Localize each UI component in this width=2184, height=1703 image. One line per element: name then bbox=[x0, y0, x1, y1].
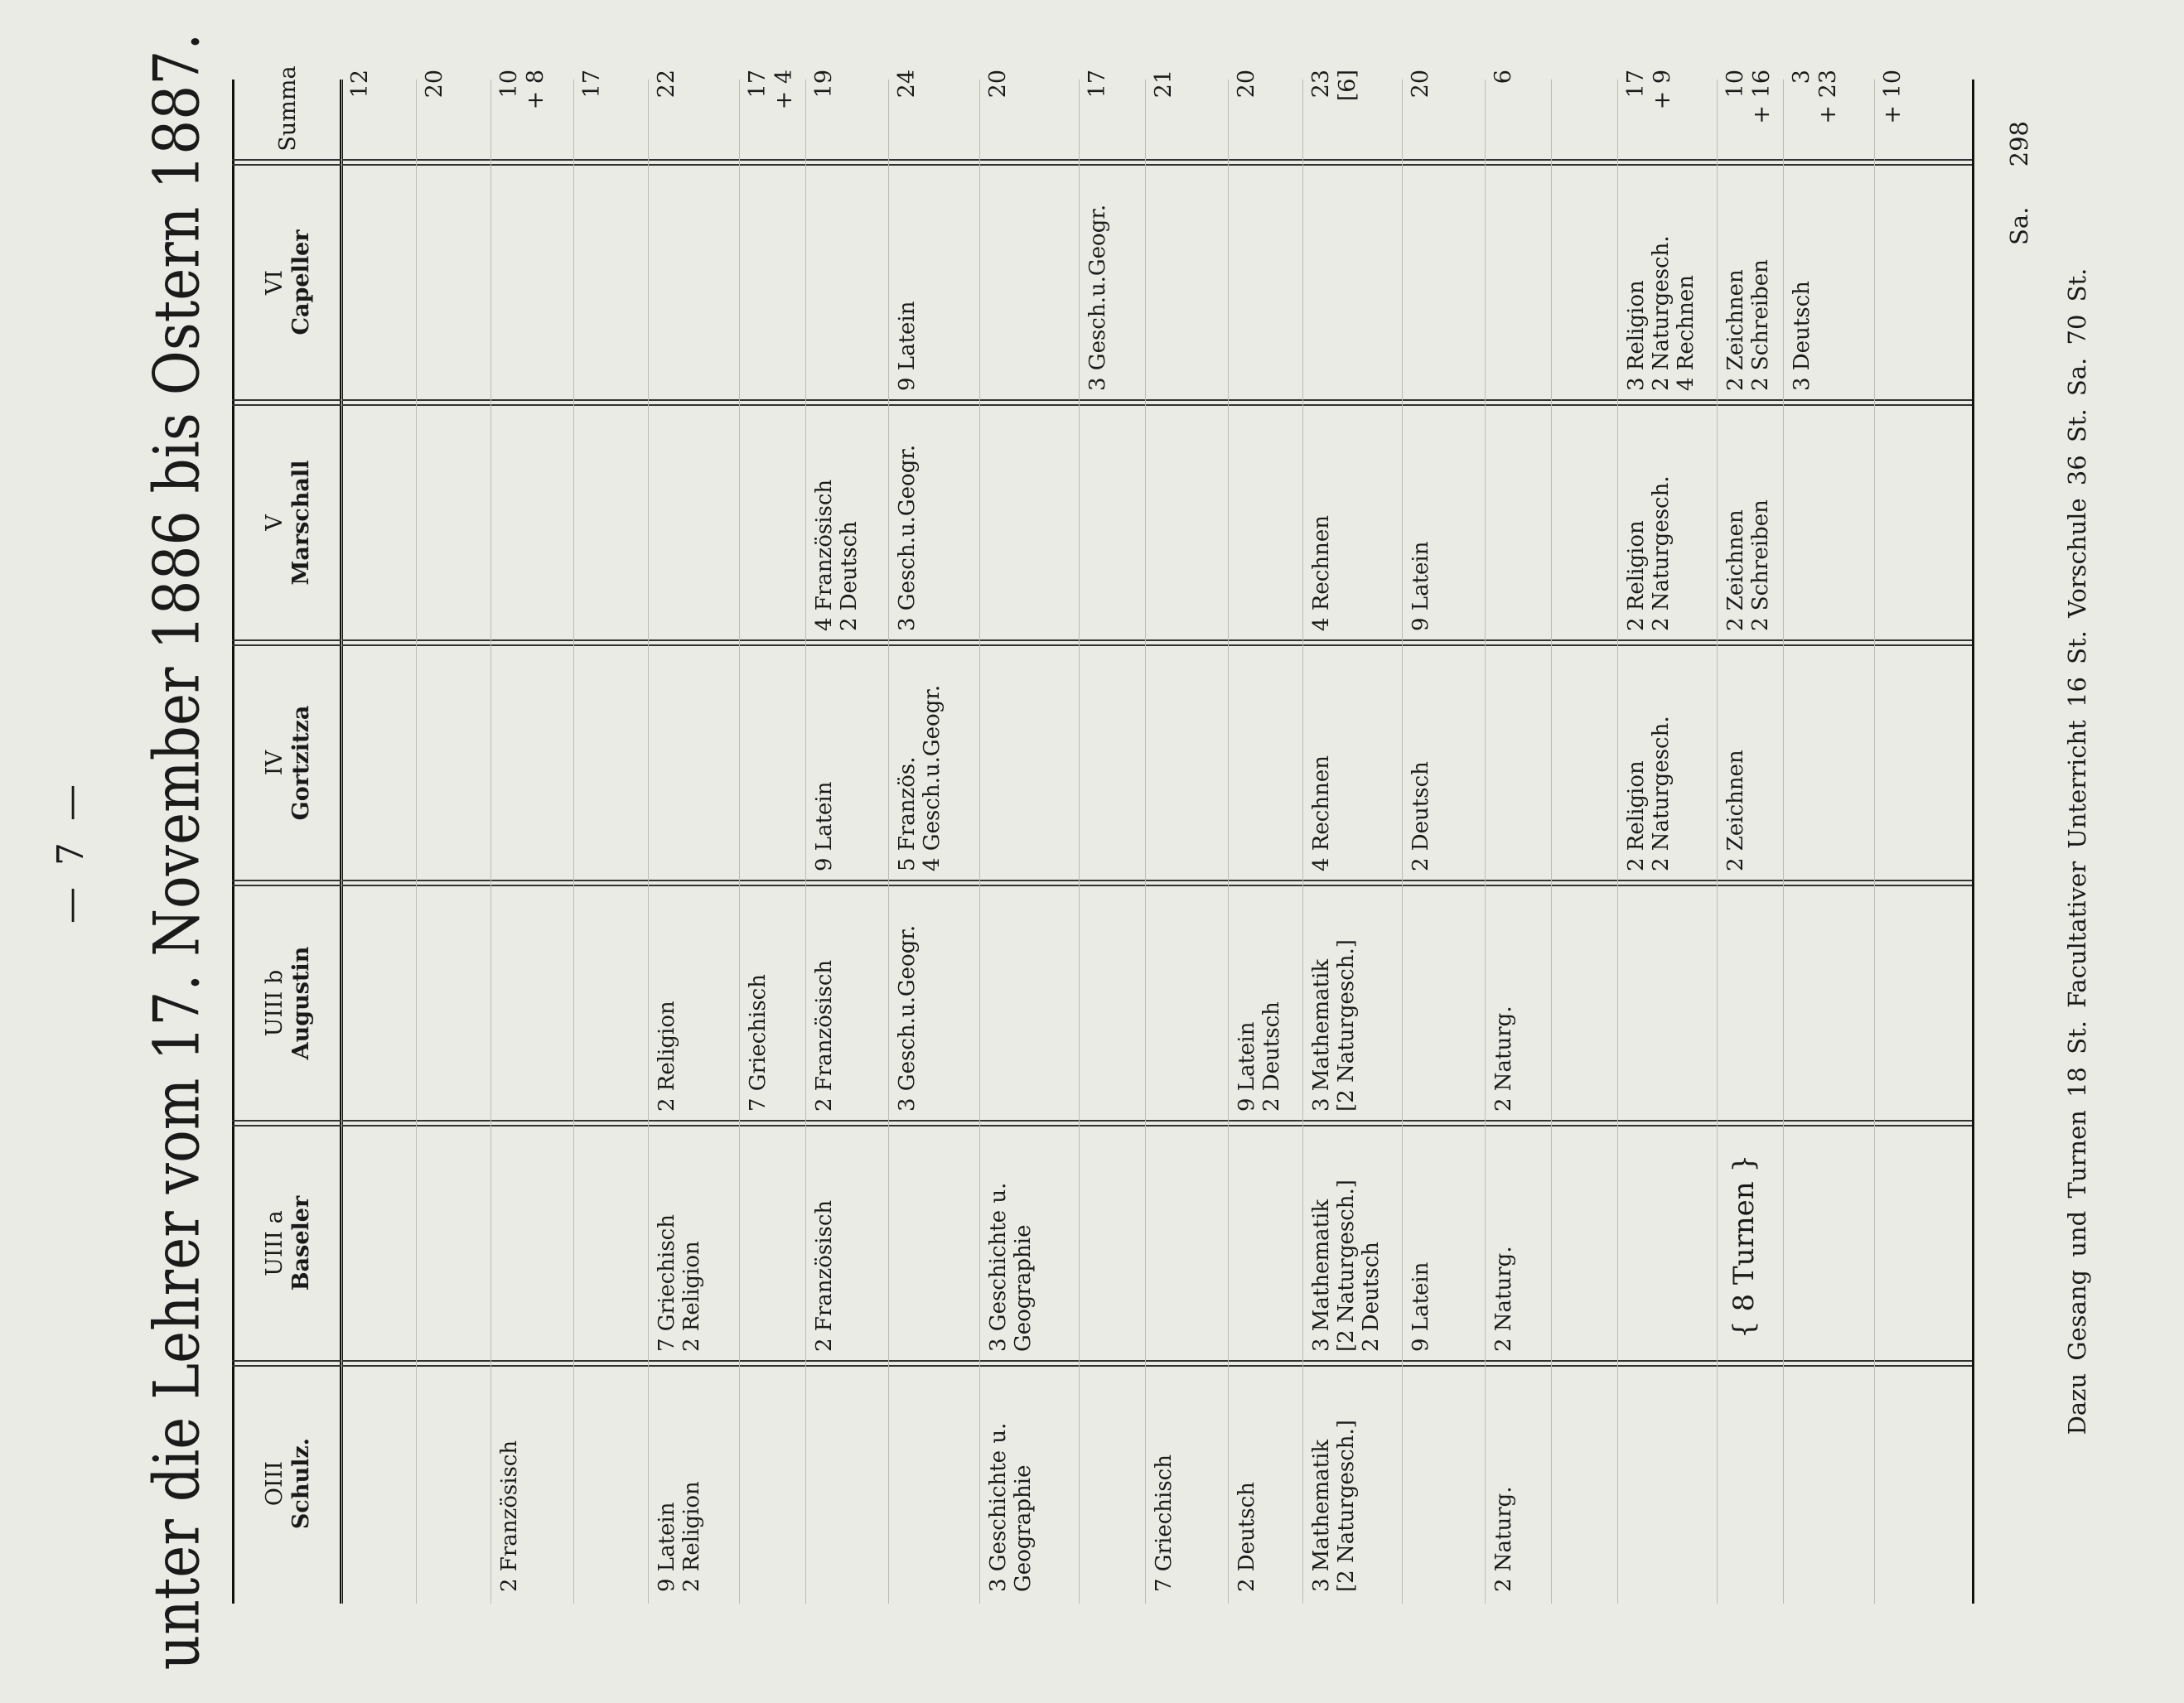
table-cell: 3 Mathematik bbox=[1309, 1199, 1334, 1352]
table-cell: 3 Religion bbox=[1624, 280, 1649, 391]
row-divider bbox=[1402, 80, 1403, 1604]
column-header bbox=[240, 643, 336, 883]
row-divider bbox=[1228, 80, 1229, 1604]
column-header bbox=[240, 1363, 336, 1604]
column-teacher: Capeller bbox=[287, 229, 314, 335]
brace-open: { bbox=[1727, 1311, 1761, 1339]
column-class: OIII bbox=[261, 1460, 287, 1507]
sum-cell: 10 bbox=[1723, 70, 1748, 99]
table-cell: Geographie bbox=[1011, 1224, 1036, 1352]
table-cell: 4 Rechnen bbox=[1309, 755, 1334, 871]
sum-cell: + 16 bbox=[1749, 70, 1775, 124]
sum-cell: 17 bbox=[1623, 70, 1649, 99]
table-cell: 2 Zeichnen bbox=[1723, 269, 1748, 391]
table-cell: 2 Naturg. bbox=[1491, 1246, 1516, 1352]
sum-cell: + 9 bbox=[1650, 70, 1675, 110]
row-divider bbox=[416, 80, 417, 1604]
table-cell: 7 Griechisch bbox=[1152, 1455, 1177, 1592]
row-divider bbox=[1302, 80, 1303, 1604]
row-divider bbox=[573, 80, 574, 1604]
column-divider bbox=[232, 1120, 1972, 1126]
table-cell: 2 Religion bbox=[679, 1241, 704, 1352]
table-cell: Geographie bbox=[1011, 1464, 1036, 1592]
table-cell: 2 Deutsch bbox=[1359, 1242, 1384, 1352]
row-divider bbox=[979, 80, 980, 1604]
table-cell: 9 Latein bbox=[812, 781, 837, 871]
table-cell: 4 Gesch.u.Geogr. bbox=[920, 684, 945, 871]
sum-cell: 19 bbox=[811, 70, 837, 99]
column-header bbox=[240, 403, 336, 643]
table-cell: 2 Deutsch bbox=[1235, 1482, 1259, 1592]
sum-cell: + 8 bbox=[523, 70, 548, 110]
brace-close: } bbox=[1727, 1154, 1761, 1182]
table-cell: 2 Religion bbox=[1624, 520, 1649, 631]
column-teacher: Marschall bbox=[287, 460, 314, 586]
sum-cell: + 4 bbox=[771, 70, 797, 110]
sum-cell: [6] bbox=[1335, 70, 1360, 102]
sum-cell: 23 bbox=[1308, 70, 1334, 99]
table-cell: 3 Geschichte u. bbox=[986, 1422, 1011, 1592]
sum-cell: 24 bbox=[894, 70, 920, 99]
column-teacher: Augustin bbox=[287, 946, 314, 1060]
column-class: VI bbox=[261, 269, 287, 296]
table-cell: 2 Naturgesch. bbox=[1649, 716, 1674, 871]
sum-cell: 10 bbox=[496, 70, 522, 99]
column-divider bbox=[232, 399, 1972, 406]
table-cell: 2 Zeichnen bbox=[1723, 750, 1748, 871]
table-cell: 3 Deutsch bbox=[1790, 281, 1814, 391]
sum-cell: 12 bbox=[347, 70, 373, 99]
row-divider bbox=[1079, 80, 1080, 1604]
row-divider bbox=[1783, 80, 1784, 1604]
table-cell: 4 Französisch bbox=[812, 479, 837, 631]
row-divider bbox=[1717, 80, 1718, 1604]
sum-label: Sa. bbox=[2005, 206, 2033, 245]
sum-cell: 17 bbox=[745, 70, 771, 99]
sum-cell: + 23 bbox=[1815, 70, 1841, 124]
sum-cell: 17 bbox=[1085, 70, 1110, 99]
table-cell: 9 Latein bbox=[655, 1502, 679, 1592]
row-divider bbox=[1617, 80, 1618, 1604]
table-cell: 3 Gesch.u.Geogr. bbox=[1085, 204, 1110, 391]
table-cell: 2 Deutsch bbox=[1408, 761, 1433, 871]
column-divider bbox=[232, 880, 1972, 886]
column-header bbox=[240, 162, 336, 403]
column-class: UIII b bbox=[261, 969, 287, 1037]
row-divider bbox=[888, 80, 889, 1604]
table-cell: 2 Religion bbox=[655, 1001, 679, 1112]
column-header bbox=[240, 883, 336, 1123]
row-divider bbox=[1551, 80, 1552, 1604]
table-cell: [2 Naturgesch.] bbox=[1334, 939, 1359, 1112]
sum-cell: 20 bbox=[985, 70, 1011, 99]
row-divider bbox=[1485, 80, 1486, 1604]
table-cell: 2 Zeichnen bbox=[1723, 509, 1748, 631]
table-rule bbox=[1972, 80, 1974, 1604]
sum-cell: 21 bbox=[1151, 70, 1177, 99]
table-cell: 2 Französisch bbox=[812, 959, 837, 1112]
row-divider bbox=[739, 80, 740, 1604]
table-cell: 3 Mathematik bbox=[1309, 1439, 1334, 1592]
page-title: unter die Lehrer vom 17. November 1886 bis Ostern 1887. bbox=[140, 32, 214, 1671]
column-teacher: Schulz. bbox=[287, 1437, 314, 1530]
table-cell: 2 Deutsch bbox=[1259, 1001, 1284, 1112]
schedule-table bbox=[232, 65, 2022, 1604]
row-divider bbox=[1874, 80, 1875, 1604]
table-cell: 9 Latein bbox=[1235, 1021, 1259, 1112]
table-cell: 2 Religion bbox=[1624, 760, 1649, 871]
sum-cell: 17 bbox=[579, 70, 605, 99]
table-cell: 4 Rechnen bbox=[1674, 275, 1698, 391]
table-cell: 3 Gesch.u.Geogr. bbox=[895, 444, 920, 631]
sum-cell: 6 bbox=[1491, 70, 1516, 84]
column-class: Summa bbox=[274, 65, 301, 152]
sum-cell: 20 bbox=[1234, 70, 1259, 99]
row-divider bbox=[1145, 80, 1146, 1604]
table-cell: 2 Französisch bbox=[812, 1199, 837, 1352]
sum-cell: 20 bbox=[422, 70, 447, 99]
table-cell: [2 Naturgesch.] bbox=[1334, 1420, 1359, 1592]
table-cell: 2 Naturg. bbox=[1491, 1006, 1516, 1112]
turnen-label: 8 Turnen bbox=[1727, 1181, 1761, 1312]
column-divider bbox=[232, 159, 1972, 166]
footer-note: Dazu Gesang und Turnen 18 St. Facultativer Unterricht 16 St. Vorschule 36 St. Sa. 70 St. bbox=[2063, 268, 2091, 1435]
column-class: IV bbox=[261, 750, 287, 776]
column-class: UIII a bbox=[261, 1210, 287, 1276]
column-class: V bbox=[261, 514, 287, 531]
column-divider bbox=[232, 1360, 1972, 1367]
table-cell: 2 Naturgesch. bbox=[1649, 235, 1674, 391]
row-divider bbox=[648, 80, 649, 1604]
sum-cell: 22 bbox=[654, 70, 679, 99]
page-number: — 7 — bbox=[50, 779, 92, 924]
table-cell: 9 Latein bbox=[1408, 1262, 1433, 1352]
table-cell: 2 Schreiben bbox=[1748, 259, 1773, 391]
column-teacher: Baseler bbox=[287, 1195, 314, 1291]
column-header bbox=[240, 55, 336, 162]
column-header bbox=[240, 1123, 336, 1363]
row-divider bbox=[805, 80, 806, 1604]
table-cell: 7 Griechisch bbox=[655, 1214, 679, 1352]
table-cell: 2 Naturgesch. bbox=[1649, 475, 1674, 631]
table-cell: [2 Naturgesch.] bbox=[1334, 1180, 1359, 1352]
table-cell: 5 Französ. bbox=[895, 756, 920, 871]
row-divider bbox=[341, 80, 342, 1604]
column-divider bbox=[232, 639, 1972, 646]
table-cell: 2 Naturg. bbox=[1491, 1486, 1516, 1592]
table-cell: 3 Mathematik bbox=[1309, 958, 1334, 1112]
sum-total: 298 bbox=[2005, 121, 2033, 167]
table-cell: 2 Schreiben bbox=[1748, 499, 1773, 631]
table-rule bbox=[232, 80, 234, 1604]
sum-cell: + 10 bbox=[1880, 70, 1906, 124]
row-divider bbox=[490, 80, 491, 1604]
table-cell: 2 Französisch bbox=[497, 1440, 522, 1592]
table-cell: 9 Latein bbox=[895, 301, 920, 391]
table-cell: 4 Rechnen bbox=[1309, 515, 1334, 631]
column-teacher: Gortzitza bbox=[287, 705, 314, 821]
table-cell: 2 Religion bbox=[679, 1481, 704, 1592]
table-cell: 7 Griechisch bbox=[746, 974, 771, 1112]
turnen-span bbox=[1727, 1155, 1761, 1339]
table-cell: 3 Gesch.u.Geogr. bbox=[895, 924, 920, 1112]
sum-cell: 3 bbox=[1789, 70, 1814, 84]
sum-cell: 20 bbox=[1408, 70, 1433, 99]
table-cell: 3 Geschichte u. bbox=[986, 1182, 1011, 1352]
table-cell: 2 Deutsch bbox=[837, 521, 862, 631]
table-cell: 9 Latein bbox=[1408, 541, 1433, 631]
